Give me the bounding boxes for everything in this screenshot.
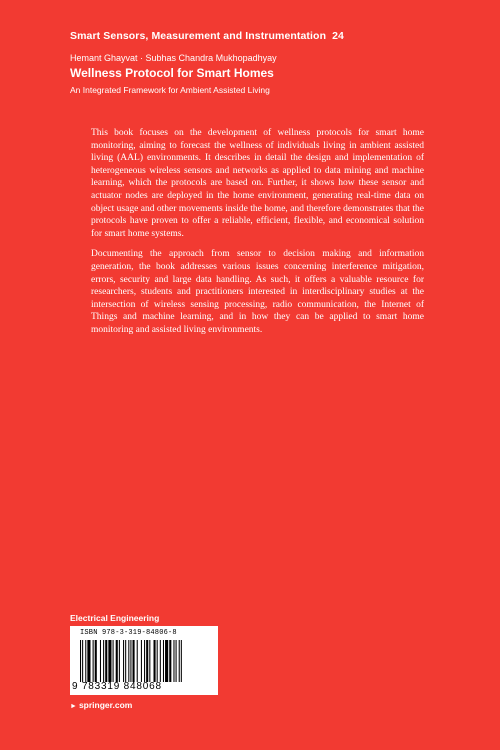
- authors: Hemant Ghayvat · Subhas Chandra Mukhopadhyay: [70, 53, 277, 63]
- isbn-text: ISBN 978-3-319-84806-8: [80, 629, 177, 637]
- book-subtitle: An Integrated Framework for Ambient Assisted Living: [70, 85, 270, 95]
- series-name: Smart Sensors, Measurement and Instrumentation: [70, 30, 327, 42]
- description-paragraph-2: Documenting the approach from sensor to decision making and information generation, the book addresses various issues concerning interference mitigation, errors, security and large data handling. As such, it offers a valuable resource for researchers, students and practitioners interested in interdisciplinary studies at the intersection of wireless sensing processing, radio communication, the Internet of Things and machine learning, and in how they can be applied to smart home monitoring and assisted living environments.: [91, 249, 424, 335]
- book-title: Wellness Protocol for Smart Homes: [70, 66, 274, 80]
- series-header: [70, 30, 344, 42]
- book-description: [91, 127, 424, 345]
- description-paragraph-1: This book focuses on the development of wellness protocols for smart home monitoring, aiming to forecast the wellness of individuals living in ambient assisted living (AAL) environments. It describes in detail the design and implementation of heterogeneous wireless sensors and networks as applied to data mining and machine learning, which the protocols are based on. Further, it shows how these sensor and actuator nodes are deployed in the home environment, generating real-time data on object usage and other movements inside the home, and therefore demonstrates that the protocols have proven to offer a reliable, efficient, flexible, and economical solution for smart home systems.: [91, 128, 424, 239]
- barcode: [80, 640, 208, 682]
- triangle-right-icon: ►: [70, 703, 77, 710]
- series-number: 24: [332, 30, 344, 42]
- barcode-digits: 9 783319 848068: [72, 681, 162, 692]
- subject-category: Electrical Engineering: [70, 613, 160, 623]
- publisher-link[interactable]: [70, 700, 132, 710]
- barcode-box: [70, 626, 218, 695]
- publisher-url: springer.com: [78, 700, 133, 710]
